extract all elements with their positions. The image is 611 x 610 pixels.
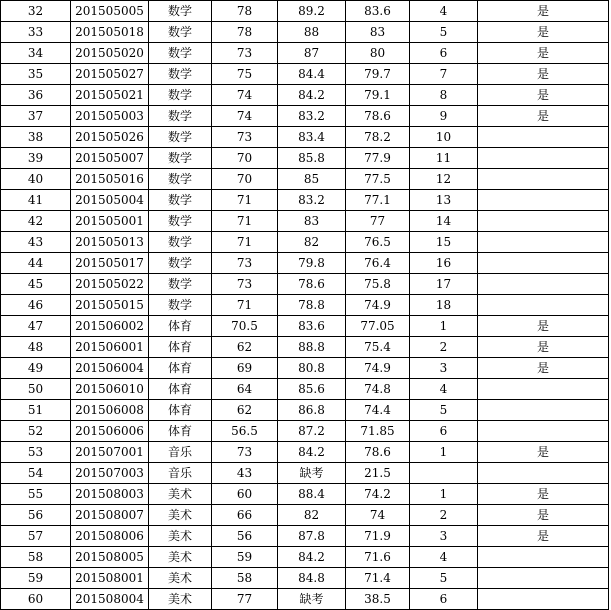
table-row [1,85,609,106]
written-score-cell: 60 [212,484,278,505]
written-score-cell: 69 [212,358,278,379]
pass-cell [478,232,609,253]
candidate-id-cell: 201508001 [71,568,149,589]
pass-cell [478,400,609,421]
total-score-cell: 71.85 [346,421,410,442]
row-number-cell: 56 [1,505,71,526]
subject-cell: 音乐 [149,463,212,484]
total-score-cell: 80 [346,43,410,64]
table-row [1,442,609,463]
subject-cell: 数学 [149,211,212,232]
rank-cell: 16 [410,253,478,274]
rank-cell: 5 [410,400,478,421]
row-number-cell: 51 [1,400,71,421]
pass-cell: 是 [478,85,609,106]
candidate-id-cell: 201508004 [71,589,149,610]
subject-cell: 美术 [149,484,212,505]
interview-score-cell: 83 [278,211,346,232]
rank-cell: 15 [410,232,478,253]
subject-cell: 体育 [149,379,212,400]
candidate-id-cell: 201505016 [71,169,149,190]
written-score-cell: 58 [212,568,278,589]
subject-cell: 体育 [149,358,212,379]
interview-score-cell: 89.2 [278,1,346,22]
pass-cell: 是 [478,316,609,337]
rank-cell: 8 [410,85,478,106]
total-score-cell: 83 [346,22,410,43]
subject-cell: 美术 [149,526,212,547]
written-score-cell: 78 [212,1,278,22]
candidate-id-cell: 201505021 [71,85,149,106]
subject-cell: 数学 [149,190,212,211]
subject-cell: 数学 [149,232,212,253]
row-number-cell: 36 [1,85,71,106]
total-score-cell: 74.9 [346,358,410,379]
row-number-cell: 34 [1,43,71,64]
rank-cell: 6 [410,43,478,64]
interview-score-cell: 78.8 [278,295,346,316]
interview-score-cell: 83.2 [278,106,346,127]
total-score-cell: 78.2 [346,127,410,148]
interview-score-cell: 88 [278,22,346,43]
written-score-cell: 74 [212,106,278,127]
pass-cell [478,127,609,148]
rank-cell: 2 [410,337,478,358]
subject-cell: 数学 [149,106,212,127]
interview-score-cell: 83.6 [278,316,346,337]
subject-cell: 数学 [149,253,212,274]
table-row [1,1,609,22]
written-score-cell: 73 [212,127,278,148]
written-score-cell: 73 [212,253,278,274]
row-number-cell: 37 [1,106,71,127]
subject-cell: 数学 [149,295,212,316]
table-row [1,106,609,127]
pass-cell: 是 [478,505,609,526]
pass-cell [478,547,609,568]
rank-cell: 5 [410,568,478,589]
written-score-cell: 71 [212,232,278,253]
table-row [1,358,609,379]
written-score-cell: 59 [212,547,278,568]
row-number-cell: 32 [1,1,71,22]
row-number-cell: 33 [1,22,71,43]
table-row [1,22,609,43]
candidate-id-cell: 201507001 [71,442,149,463]
candidate-id-cell: 201506006 [71,421,149,442]
written-score-cell: 71 [212,211,278,232]
row-number-cell: 43 [1,232,71,253]
rank-cell: 2 [410,505,478,526]
interview-score-cell: 87 [278,43,346,64]
subject-cell: 美术 [149,589,212,610]
table-row [1,127,609,148]
subject-cell: 数学 [149,85,212,106]
candidate-id-cell: 201506001 [71,337,149,358]
subject-cell: 美术 [149,547,212,568]
total-score-cell: 38.5 [346,589,410,610]
rank-cell: 10 [410,127,478,148]
candidate-id-cell: 201505005 [71,1,149,22]
rank-cell: 4 [410,1,478,22]
candidate-id-cell: 201505004 [71,190,149,211]
row-number-cell: 60 [1,589,71,610]
rank-cell: 14 [410,211,478,232]
rank-cell: 4 [410,547,478,568]
subject-cell: 数学 [149,127,212,148]
subject-cell: 体育 [149,421,212,442]
candidate-id-cell: 201508007 [71,505,149,526]
row-number-cell: 52 [1,421,71,442]
total-score-cell: 76.4 [346,253,410,274]
row-number-cell: 57 [1,526,71,547]
table-row [1,148,609,169]
candidate-id-cell: 201508005 [71,547,149,568]
pass-cell [478,589,609,610]
interview-score-cell: 85.6 [278,379,346,400]
interview-score-cell: 83.2 [278,190,346,211]
written-score-cell: 66 [212,505,278,526]
candidate-id-cell: 201507003 [71,463,149,484]
candidate-id-cell: 201506008 [71,400,149,421]
interview-score-cell: 87.8 [278,526,346,547]
table-row [1,463,609,484]
total-score-cell: 74 [346,505,410,526]
candidate-id-cell: 201508003 [71,484,149,505]
pass-cell: 是 [478,106,609,127]
total-score-cell: 78.6 [346,106,410,127]
row-number-cell: 50 [1,379,71,400]
rank-cell: 3 [410,358,478,379]
pass-cell [478,148,609,169]
candidate-id-cell: 201506002 [71,316,149,337]
candidate-id-cell: 201505017 [71,253,149,274]
row-number-cell: 35 [1,64,71,85]
interview-score-cell: 78.6 [278,274,346,295]
row-number-cell: 45 [1,274,71,295]
table-row [1,274,609,295]
written-score-cell: 70 [212,169,278,190]
row-number-cell: 42 [1,211,71,232]
pass-cell [478,169,609,190]
written-score-cell: 71 [212,295,278,316]
written-score-cell: 77 [212,589,278,610]
written-score-cell: 73 [212,274,278,295]
candidate-id-cell: 201506004 [71,358,149,379]
pass-cell [478,421,609,442]
total-score-cell: 77.9 [346,148,410,169]
total-score-cell: 74.4 [346,400,410,421]
rank-cell: 17 [410,274,478,295]
subject-cell: 美术 [149,568,212,589]
interview-score-cell: 84.2 [278,85,346,106]
pass-cell: 是 [478,484,609,505]
table-row [1,211,609,232]
interview-score-cell: 79.8 [278,253,346,274]
row-number-cell: 38 [1,127,71,148]
table-row [1,547,609,568]
total-score-cell: 74.9 [346,295,410,316]
candidate-id-cell: 201505020 [71,43,149,64]
interview-score-cell: 82 [278,232,346,253]
candidate-id-cell: 201506010 [71,379,149,400]
interview-score-cell: 88.8 [278,337,346,358]
written-score-cell: 62 [212,337,278,358]
written-score-cell: 64 [212,379,278,400]
interview-score-cell: 85.8 [278,148,346,169]
row-number-cell: 40 [1,169,71,190]
table-row [1,568,609,589]
total-score-cell: 21.5 [346,463,410,484]
written-score-cell: 74 [212,85,278,106]
written-score-cell: 70 [212,148,278,169]
rank-cell: 1 [410,484,478,505]
interview-score-cell: 83.4 [278,127,346,148]
rank-cell [410,463,478,484]
total-score-cell: 71.9 [346,526,410,547]
subject-cell: 体育 [149,316,212,337]
rank-cell: 11 [410,148,478,169]
table-row [1,484,609,505]
candidate-id-cell: 201505007 [71,148,149,169]
total-score-cell: 71.6 [346,547,410,568]
total-score-cell: 77.1 [346,190,410,211]
subject-cell: 体育 [149,337,212,358]
rank-cell: 9 [410,106,478,127]
table-row [1,337,609,358]
candidate-id-cell: 201508006 [71,526,149,547]
pass-cell [478,253,609,274]
pass-cell [478,568,609,589]
written-score-cell: 71 [212,190,278,211]
rank-cell: 3 [410,526,478,547]
total-score-cell: 75.4 [346,337,410,358]
interview-score-cell: 缺考 [278,589,346,610]
interview-score-cell: 82 [278,505,346,526]
row-number-cell: 46 [1,295,71,316]
subject-cell: 数学 [149,64,212,85]
total-score-cell: 77.05 [346,316,410,337]
pass-cell [478,463,609,484]
subject-cell: 音乐 [149,442,212,463]
row-number-cell: 48 [1,337,71,358]
total-score-cell: 77.5 [346,169,410,190]
row-number-cell: 39 [1,148,71,169]
subject-cell: 数学 [149,148,212,169]
written-score-cell: 73 [212,43,278,64]
table-row [1,232,609,253]
pass-cell: 是 [478,337,609,358]
table-row [1,526,609,547]
pass-cell: 是 [478,64,609,85]
pass-cell: 是 [478,22,609,43]
pass-cell [478,274,609,295]
written-score-cell: 56 [212,526,278,547]
subject-cell: 数学 [149,1,212,22]
candidate-id-cell: 201505015 [71,295,149,316]
subject-cell: 体育 [149,400,212,421]
pass-cell [478,211,609,232]
subject-cell: 数学 [149,43,212,64]
row-number-cell: 49 [1,358,71,379]
total-score-cell: 74.2 [346,484,410,505]
subject-cell: 数学 [149,274,212,295]
rank-cell: 13 [410,190,478,211]
interview-score-cell: 85 [278,169,346,190]
interview-score-cell: 84.2 [278,442,346,463]
total-score-cell: 79.7 [346,64,410,85]
pass-cell: 是 [478,1,609,22]
subject-cell: 数学 [149,169,212,190]
interview-score-cell: 88.4 [278,484,346,505]
written-score-cell: 62 [212,400,278,421]
candidate-id-cell: 201505003 [71,106,149,127]
pass-cell [478,190,609,211]
pass-cell: 是 [478,526,609,547]
row-number-cell: 47 [1,316,71,337]
row-number-cell: 54 [1,463,71,484]
row-number-cell: 58 [1,547,71,568]
written-score-cell: 75 [212,64,278,85]
interview-score-cell: 缺考 [278,463,346,484]
pass-cell: 是 [478,358,609,379]
pass-cell: 是 [478,43,609,64]
interview-score-cell: 84.2 [278,547,346,568]
table-row [1,316,609,337]
rank-cell: 5 [410,22,478,43]
subject-cell: 数学 [149,22,212,43]
row-number-cell: 53 [1,442,71,463]
pass-cell: 是 [478,442,609,463]
row-number-cell: 41 [1,190,71,211]
rank-cell: 7 [410,64,478,85]
candidate-id-cell: 201505026 [71,127,149,148]
table-row [1,295,609,316]
candidate-id-cell: 201505013 [71,232,149,253]
rank-cell: 12 [410,169,478,190]
candidate-id-cell: 201505022 [71,274,149,295]
total-score-cell: 83.6 [346,1,410,22]
written-score-cell: 56.5 [212,421,278,442]
written-score-cell: 78 [212,22,278,43]
table-row [1,253,609,274]
table-row [1,589,609,610]
written-score-cell: 43 [212,463,278,484]
candidate-id-cell: 201505018 [71,22,149,43]
row-number-cell: 44 [1,253,71,274]
total-score-cell: 71.4 [346,568,410,589]
total-score-cell: 74.8 [346,379,410,400]
table-row [1,505,609,526]
candidate-id-cell: 201505001 [71,211,149,232]
total-score-cell: 79.1 [346,85,410,106]
total-score-cell: 77 [346,211,410,232]
table-row [1,43,609,64]
pass-cell [478,379,609,400]
table-row [1,400,609,421]
written-score-cell: 70.5 [212,316,278,337]
table-row [1,169,609,190]
interview-score-cell: 87.2 [278,421,346,442]
total-score-cell: 78.6 [346,442,410,463]
score-table-body [1,1,609,610]
rank-cell: 1 [410,316,478,337]
pass-cell [478,295,609,316]
rank-cell: 6 [410,421,478,442]
table-row [1,421,609,442]
rank-cell: 4 [410,379,478,400]
total-score-cell: 76.5 [346,232,410,253]
written-score-cell: 73 [212,442,278,463]
interview-score-cell: 86.8 [278,400,346,421]
interview-score-cell: 80.8 [278,358,346,379]
row-number-cell: 59 [1,568,71,589]
interview-score-cell: 84.4 [278,64,346,85]
total-score-cell: 75.8 [346,274,410,295]
interview-score-cell: 84.8 [278,568,346,589]
rank-cell: 6 [410,589,478,610]
rank-cell: 1 [410,442,478,463]
rank-cell: 18 [410,295,478,316]
table-row [1,190,609,211]
row-number-cell: 55 [1,484,71,505]
table-row [1,64,609,85]
subject-cell: 美术 [149,505,212,526]
table-row [1,379,609,400]
candidate-id-cell: 201505027 [71,64,149,85]
